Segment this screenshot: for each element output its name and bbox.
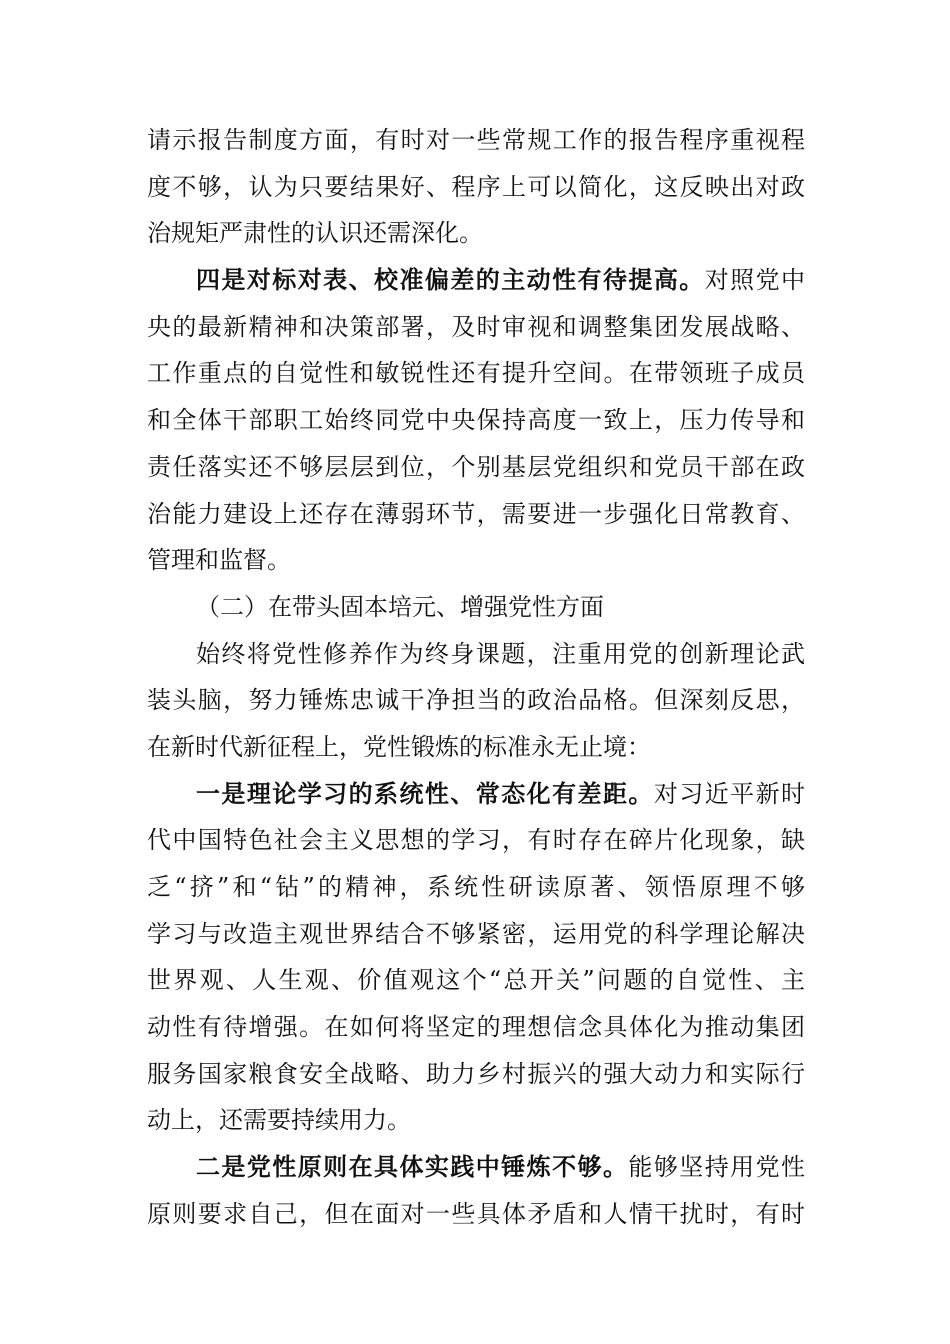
line-text: 管理和监督。 <box>147 546 291 575</box>
text-line <box>147 771 805 818</box>
line-text: 动上，还需要持续用力。 <box>147 1106 411 1135</box>
line-text: 装头脑，努力锤炼忠诚干净担当的政治品格。但深刻反思， <box>147 686 805 715</box>
line-text: 责任落实还不够层层到位，个别基层党组织和党员干部在政 <box>147 452 805 481</box>
paragraph <box>147 771 805 1145</box>
text-line <box>147 491 805 538</box>
bold-lead: 四是对标对表、校准偏差的主动性有待提高。 <box>196 265 705 295</box>
text-line <box>147 584 805 631</box>
line-text: 学习与改造主观世界结合不够紧密，运用党的科学理论解决 <box>147 919 805 948</box>
line-text: 动性有待增强。在如何将坚定的理想信念具体化为推动集团 <box>147 1013 805 1042</box>
text-line <box>147 304 805 351</box>
line-text: 治规矩严肃性的认识还需深化。 <box>147 219 483 248</box>
line-text: 请示报告制度方面，有时对一些常规工作的报告程序重视程 <box>147 126 805 154</box>
bold-lead: 二是党性原则在具体实践中锤炼不够。 <box>196 1152 629 1182</box>
paragraph <box>147 1144 805 1237</box>
line-text: 始终将党性修养作为终身课题，注重用党的创新理论武 <box>196 639 805 668</box>
line-text: 乏“挤”和“钻”的精神，系统性研读原著、领悟原理不够 <box>147 873 805 901</box>
paragraph <box>147 257 805 584</box>
text-line <box>147 444 805 491</box>
text-line <box>147 210 805 257</box>
text-line <box>147 817 805 864</box>
line-text: 在新时代新征程上，党性锻炼的标准永无止境： <box>147 732 651 761</box>
line-text: 对习近平新时 <box>653 779 806 808</box>
line-text: 和全体干部职工始终同党中央保持高度一致上，压力传导和 <box>147 406 805 435</box>
text-line <box>147 631 805 678</box>
text-line <box>147 397 805 444</box>
text-line <box>147 1191 805 1238</box>
line-text: 世界观、人生观、价值观这个“总开关”问题的自觉性、主 <box>147 966 805 995</box>
line-text: （二）在带头固本培元、增强党性方面 <box>196 592 604 621</box>
text-line <box>147 864 805 911</box>
text-line <box>147 1051 805 1098</box>
line-text: 对照党中 <box>704 266 806 295</box>
text-line <box>147 1004 805 1051</box>
text-line <box>147 350 805 397</box>
text-line <box>147 1097 805 1144</box>
paragraph <box>147 631 805 771</box>
text-line <box>147 117 805 164</box>
text-line <box>147 1144 805 1191</box>
text-line <box>147 911 805 958</box>
text-line <box>147 677 805 724</box>
bold-lead: 一是理论学习的系统性、常态化有差距。 <box>196 778 654 808</box>
text-line <box>147 164 805 211</box>
document-page <box>147 117 805 1238</box>
text-line <box>147 724 805 771</box>
line-text: 代中国特色社会主义思想的学习，有时存在碎片化现象，缺 <box>147 826 805 855</box>
text-line <box>147 957 805 1004</box>
line-text: 工作重点的自觉性和敏锐性还有提升空间。在带领班子成员 <box>147 359 805 388</box>
line-text: 央的最新精神和决策部署，及时审视和调整集团发展战略、 <box>147 312 805 341</box>
line-text: 治能力建设上还存在薄弱环节，需要进一步强化日常教育、 <box>147 499 805 528</box>
paragraph <box>147 117 805 257</box>
line-text: 原则要求自己，但在面对一些具体矛盾和人情干扰时，有时 <box>147 1199 805 1228</box>
section-heading <box>147 584 805 631</box>
line-text: 度不够，认为只要结果好、程序上可以简化，这反映出对政 <box>147 172 805 201</box>
line-text: 能够坚持用党性 <box>628 1153 805 1182</box>
line-text: 服务国家粮食安全战略、助力乡村振兴的强大动力和实际行 <box>147 1059 805 1088</box>
text-line <box>147 257 805 304</box>
text-line <box>147 537 805 584</box>
